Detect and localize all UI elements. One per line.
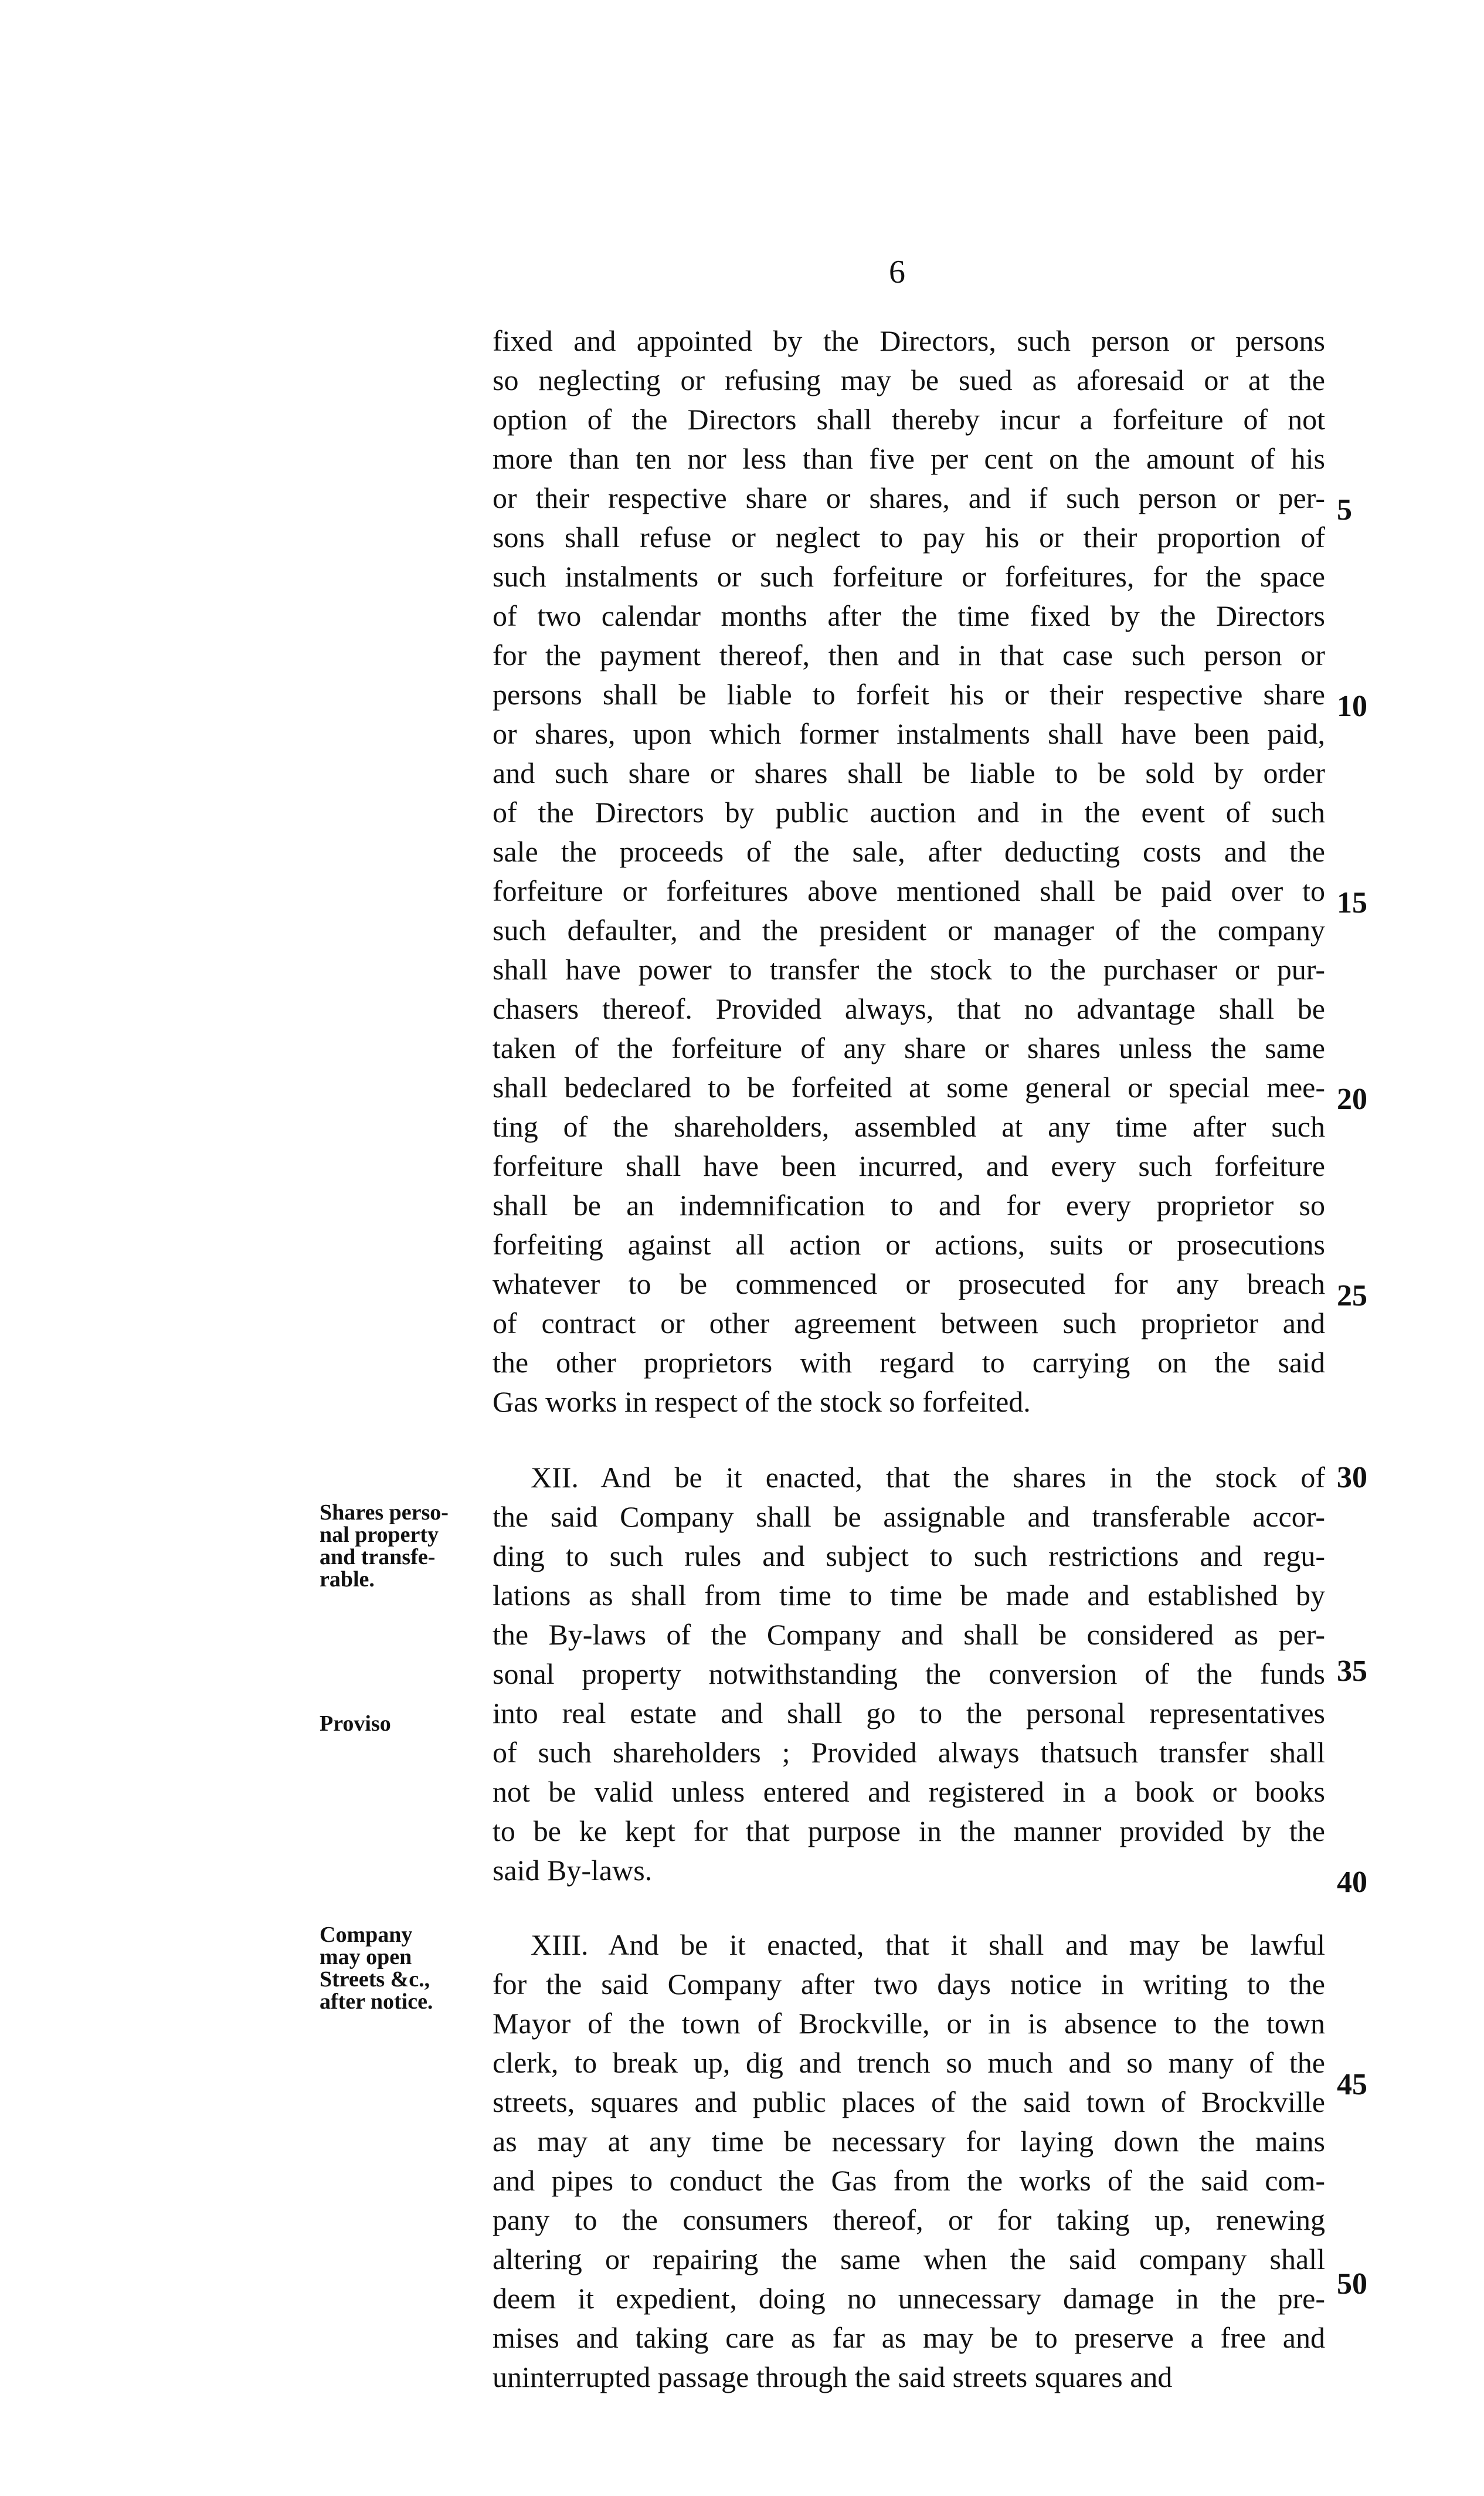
margin-note-line: Proviso [320, 1711, 391, 1736]
paragraph-section-xii [493, 1458, 1325, 1890]
text-line: to be ke kept for that purpose in the manner provided by the [493, 1815, 1325, 1847]
text-line: as may at any time be necessary for laying down the mains [493, 2125, 1325, 2158]
text-line: sonal property notwithstanding the conversion of the funds [493, 1657, 1325, 1690]
line-number: 25 [1337, 1279, 1367, 1313]
body-text [493, 321, 1325, 2397]
text-line: lations as shall from time to time be made and established by [493, 1579, 1325, 1612]
text-line: option of the Directors shall thereby incur a forfeiture of not [493, 403, 1325, 436]
text-line: fixed and appointed by the Directors, such person or persons [493, 324, 1325, 357]
text-line: of such shareholders ; Provided always thatsuch transfer shall [493, 1736, 1325, 1769]
paragraph-section-xiii [493, 1925, 1325, 2397]
margin-note-line: Company [320, 1922, 413, 1947]
text-line: Gas works in respect of the stock so forfeited. [493, 1385, 1031, 1418]
text-line: forfeiture shall have been incurred, and every such forfeiture [493, 1149, 1325, 1182]
text-line: taken of the forfeiture of any share or shares unless the same [493, 1032, 1325, 1064]
text-line: persons shall be liable to forfeit his or their respective share [493, 678, 1325, 711]
text-line: Mayor of the town of Brockville, or in is absence to the town [493, 2007, 1325, 2040]
margin-note-proviso [320, 1712, 472, 1735]
text-line: the said Company shall be assignable and transferable accor- [493, 1500, 1325, 1533]
line-number: 40 [1337, 1866, 1367, 1899]
margin-note-line: Streets &c., [320, 1967, 430, 1992]
text-line: mises and taking care as far as may be to preserve a free and [493, 2321, 1325, 2354]
text-line: XIII. And be it enacted, that it shall and may be lawful [531, 1928, 1325, 1961]
text-line: of contract or other agreement between such proprietor and [493, 1307, 1325, 1339]
text-line: XII. And be it enacted, that the shares in the stock of [531, 1461, 1325, 1494]
margin-note-line: and transfe- [320, 1545, 436, 1569]
line-number: 15 [1337, 886, 1367, 920]
margin-note-company [320, 1924, 472, 2013]
text-line: or shares, upon which former instalments shall have been paid, [493, 717, 1325, 750]
paragraph-forfeiture [493, 321, 1325, 1422]
text-line: the By-laws of the Company and shall be considered as per- [493, 1618, 1325, 1651]
margin-note-shares [320, 1501, 472, 1590]
text-line: and pipes to conduct the Gas from the works of the said com- [493, 2164, 1325, 2197]
text-line: shall bedeclared to be forfeited at some general or special mee- [493, 1071, 1325, 1104]
text-line: ding to such rules and subject to such restrictions and regu- [493, 1539, 1325, 1572]
line-number: 10 [1337, 690, 1367, 723]
line-number: 5 [1337, 493, 1352, 527]
text-line: the other proprietors with regard to carrying on the said [493, 1346, 1325, 1379]
text-line: sons shall refuse or neglect to pay his or their proportion of [493, 521, 1325, 554]
line-number: 50 [1337, 2267, 1367, 2301]
line-number: 35 [1337, 1654, 1367, 1688]
text-line: chasers thereof. Provided always, that no advantage shall be [493, 992, 1325, 1025]
line-number: 20 [1337, 1083, 1367, 1116]
margin-note-line: rable. [320, 1567, 375, 1592]
margin-note-line: may open [320, 1945, 412, 1969]
text-line: not be valid unless entered and registered in a book or books [493, 1775, 1325, 1808]
text-line: deem it expedient, doing no unnecessary damage in the pre- [493, 2282, 1325, 2315]
text-line: clerk, to break up, dig and trench so much and so many of the [493, 2046, 1325, 2079]
text-line: forfeiting against all action or actions, suits or prosecutions [493, 1228, 1325, 1261]
text-line: streets, squares and public places of the said town of Brockville [493, 2085, 1325, 2118]
text-line: ting of the shareholders, assembled at any time after such [493, 1110, 1325, 1143]
margin-note-line: Shares perso- [320, 1500, 449, 1525]
text-line: more than ten nor less than five per cent on the amount of his [493, 442, 1325, 475]
text-line: said By-laws. [493, 1854, 653, 1887]
text-line: altering or repairing the same when the said company shall [493, 2243, 1325, 2275]
text-line: for the payment thereof, then and in that case such person or [493, 639, 1325, 672]
text-line: shall have power to transfer the stock to the purchaser or pur- [493, 953, 1325, 986]
text-line: of the Directors by public auction and in the event of such [493, 796, 1325, 829]
text-line: whatever to be commenced or prosecuted for any breach [493, 1267, 1325, 1300]
text-line: uninterrupted passage through the said streets squares and [493, 2361, 1173, 2393]
line-number: 30 [1337, 1461, 1367, 1494]
text-line: and such share or shares shall be liable to be sold by order [493, 757, 1325, 789]
text-line: pany to the consumers thereof, or for taking up, renewing [493, 2203, 1325, 2236]
text-line: for the said Company after two days notice in writing to the [493, 1968, 1325, 2000]
text-line: such defaulter, and the president or manager of the company [493, 914, 1325, 947]
text-line: so neglecting or refusing may be sued as aforesaid or at the [493, 364, 1325, 396]
text-line: or their respective share or shares, and if such person or per- [493, 481, 1325, 514]
page-number: 6 [889, 254, 905, 290]
text-line: forfeiture or forfeitures above mentioned shall be paid over to [493, 874, 1325, 907]
text-line: sale the proceeds of the sale, after deducting costs and the [493, 835, 1325, 868]
margin-note-line: nal property [320, 1522, 439, 1547]
margin-note-line: after notice. [320, 1989, 433, 2014]
text-line: shall be an indemnification to and for every proprietor so [493, 1189, 1325, 1222]
line-number: 45 [1337, 2068, 1367, 2101]
text-line: such instalments or such forfeiture or forfeitures, for the space [493, 560, 1325, 593]
text-line: into real estate and shall go to the personal representatives [493, 1697, 1325, 1729]
text-line: of two calendar months after the time fixed by the Directors [493, 599, 1325, 632]
